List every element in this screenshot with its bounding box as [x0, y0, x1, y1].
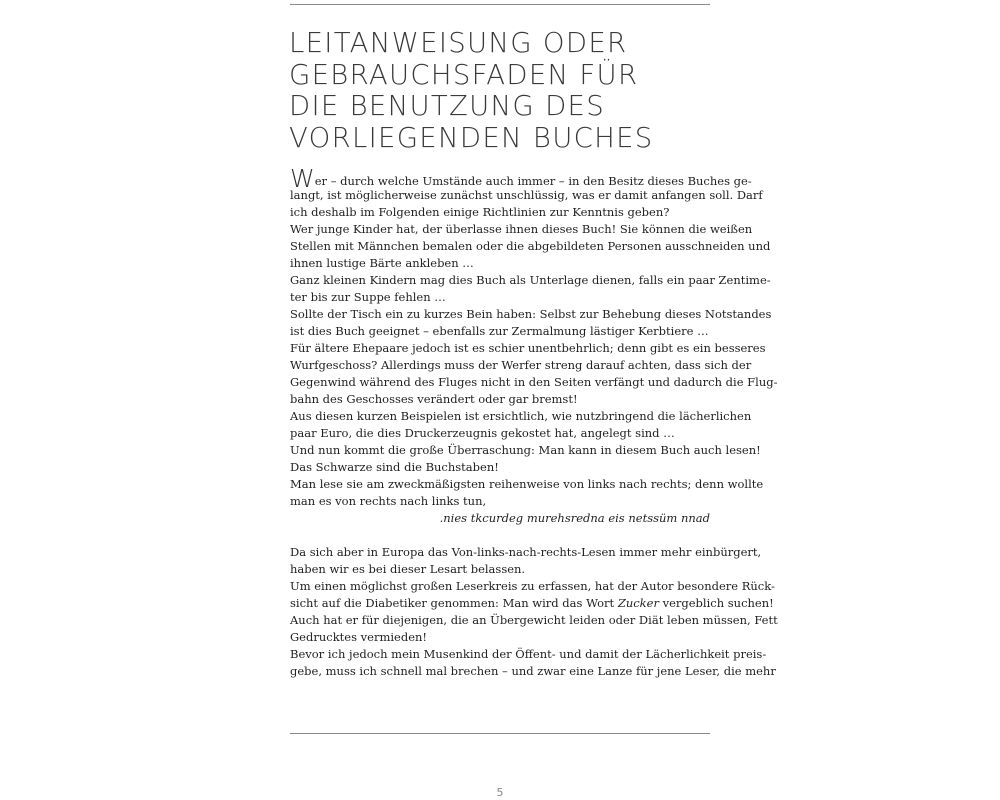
text-line: ter bis zur Suppe fehlen …: [290, 290, 446, 304]
page-number: 5: [496, 786, 504, 799]
text-line: ihnen lustige Bärte ankleben …: [290, 256, 474, 270]
text-line: Für ältere Ehepaare jedoch ist es schier unentbehrlich; denn gibt es ein besseres: [290, 341, 766, 355]
text-line: Um einen möglichst großen Leserkreis zu erfassen, hat der Autor besondere Rück-: [290, 579, 775, 593]
text-line: Gegenwind während des Fluges nicht in den Seiten verfängt und dadurch die Flug-: [290, 375, 778, 389]
bottom-rule: [290, 733, 710, 734]
text-line: Aus diesen kurzen Beispielen ist ersichtlich, wie nutzbringend die lächerlichen: [290, 409, 752, 423]
top-rule: [290, 4, 710, 5]
text-line: Und nun kommt die große Überraschung: Man kann in diesem Buch auch lesen!: [290, 443, 761, 457]
text-line: Auch hat er für diejenigen, die an Übergewicht leiden oder Diät leben müssen, Fett: [290, 613, 778, 627]
text-line: haben wir es bei dieser Lesart belassen.: [290, 562, 526, 576]
text-line: Stellen mit Männchen bemalen oder die abgebildeten Personen ausschneiden und: [290, 239, 771, 253]
text-line: Sollte der Tisch ein zu kurzes Bein haben: Selbst zur Behebung dieses Notstandes: [290, 307, 772, 321]
text-line: Wer – durch welche Umstände auch immer – in den Besitz dieses Buches ge-: [290, 164, 752, 193]
title-line: VORLIEGENDEN BUCHES: [289, 121, 654, 154]
text-line: ist dies Buch geeignet – ebenfalls zur Zermalmung lästiger Kerbtiere …: [290, 324, 709, 338]
title-line: DIE BENUTZUNG DES: [289, 90, 605, 122]
text-line: man es von rechts nach links tun,: [290, 494, 487, 508]
text-line: gebe, muss ich schnell mal brechen – und zwar eine Lanze für jene Leser, die mehr: [290, 664, 776, 678]
body-text: [290, 164, 778, 680]
text-line: Das Schwarze sind die Buchstaben!: [290, 460, 499, 474]
text-line: Ganz kleinen Kindern mag dies Buch als Unterlage dienen, falls ein paar Zentime-: [290, 273, 771, 287]
text-line: ich deshalb im Folgenden einige Richtlinien zur Kenntnis geben?: [290, 205, 670, 219]
text-line: langt, ist möglicherweise zunächst unschlüssig, was er damit anfangen soll. Darf: [290, 188, 763, 202]
chapter-title: [289, 28, 729, 154]
title-line: LEITANWEISUNG ODER: [289, 27, 628, 59]
text-line: Bevor ich jedoch mein Musenkind der Öffent- und damit der Lächerlichkeit preis-: [290, 647, 767, 661]
text-line: Gedrucktes vermieden!: [290, 630, 428, 644]
drop-cap: W: [290, 164, 315, 193]
text-line: paar Euro, die dies Druckerzeugnis gekostet hat, angelegt sind …: [290, 426, 675, 440]
text-line: Wer junge Kinder hat, der überlasse ihnen dieses Buch! Sie können die weißen: [290, 222, 753, 236]
mirrored-text-line: .nies tkcurdeg murehsredna eis netssüm nnad: [439, 511, 710, 525]
text-line: Da sich aber in Europa das Von-links-nach-rechts-Lesen immer mehr einbürgert,: [290, 545, 762, 559]
text-line: bahn des Geschosses verändert oder gar bremst!: [290, 392, 578, 406]
emphasis-zucker: Zucker: [617, 596, 659, 610]
paragraph-gap: [290, 527, 710, 544]
text-line: sicht auf die Diabetiker genommen: Man wird das Wort Zucker vergeblich suchen!: [290, 596, 774, 610]
text-line: Wurfgeschoss? Allerdings muss der Werfer streng darauf achten, dass sich der: [290, 358, 752, 372]
title-line: GEBRAUCHSFADEN FÜR: [289, 58, 639, 91]
text-line: Man lese sie am zweckmäßigsten reihenweise von links nach rechts; denn wollte: [290, 477, 764, 491]
